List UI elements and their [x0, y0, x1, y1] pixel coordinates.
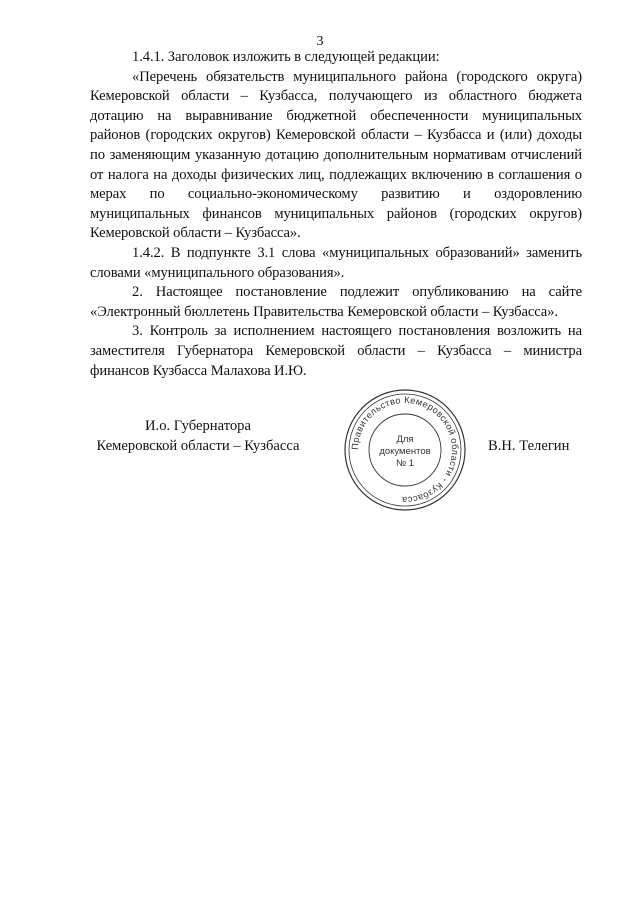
- stamp-center-line3: № 1: [395, 458, 415, 469]
- signatory-title-line2: Кемеровской области – Кузбасса: [96, 438, 300, 454]
- signatory-position: [88, 416, 308, 456]
- stamp-center-line2: документов: [379, 446, 431, 457]
- page-number: 3: [316, 34, 324, 49]
- paragraph-3-control: 3. Контроль за исполнением настоящего постановления возложить на заместителя Губернатора Кемеровской области – Кузбасса – министра финансов Кузбасса Малахова И.Ю.: [90, 323, 582, 379]
- official-stamp: [340, 385, 470, 515]
- signatory-name: В.Н. Телегин: [488, 438, 570, 454]
- stamp-seal-icon: [340, 385, 470, 515]
- stamp-center-line1: Для: [396, 434, 414, 445]
- paragraph-new-title: «Перечень обязательств муниципального района (городского округа) Кемеровской области – Кузбасса, получающего из областного бюджета дотацию на выравнивание бюджетной обеспеченности муниципальных районов (городских округов) Кемеровской области – Кузбасса и (или) доходы по заменяющим указанную дотацию дополнительным нормативам отчислений от налога на доходы физических лиц, подлежащих включению в соглашения о мерах по социально-экономическому развитию и оздоровлению муниципальных финансов муниципальных районов (городских округов) Кемеровской области – Кузбасса».: [90, 68, 582, 242]
- paragraph-1-4-1: 1.4.1. Заголовок изложить в следующей редакции:: [132, 49, 440, 65]
- paragraph-1-4-2: 1.4.2. В подпункте 3.1 слова «муниципальных образований» заменить словами «муниципального образования».: [90, 244, 582, 281]
- paragraph-2-publication: 2. Настоящее постановление подлежит опубликованию на сайте «Электронный бюллетень Правительства Кемеровской области – Кузбасса».: [90, 284, 582, 320]
- document-body: [90, 48, 582, 381]
- signatory-title-line1: И.о. Губернатора: [145, 418, 251, 434]
- stamp-ring-text: Правительство Кемеровской области - Кузбасса: [349, 394, 461, 506]
